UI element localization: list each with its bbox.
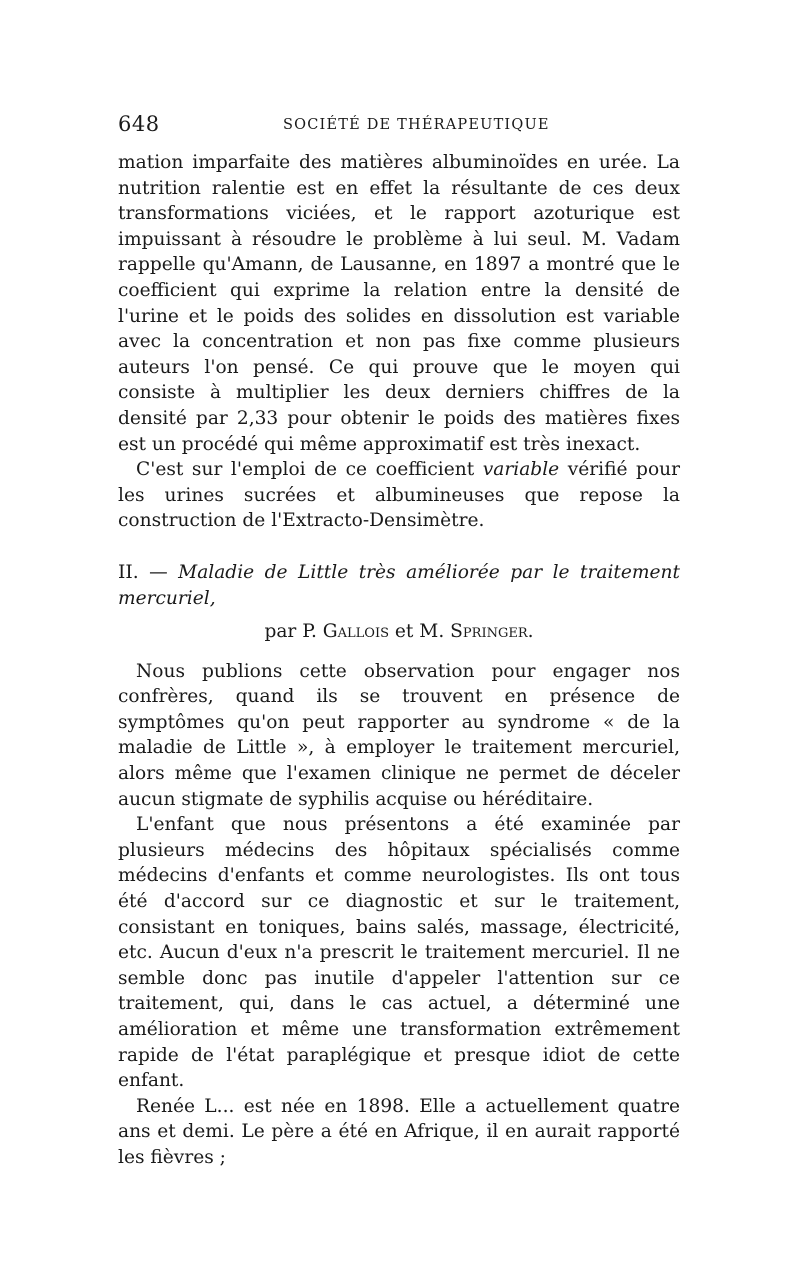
authors-suffix: . [527,621,534,643]
paragraph-enfant: L'enfant que nous présentons a été examinée par plusieurs médecins des hôpitaux spécialisés comme médecins d'enfants et comme neurologistes. Ils ont tous été d'accord sur ce diagnostic et sur le traitement, consistant en toniques, bains salés, massage, électricité, etc. Aucun d'eux n'a prescrit le traitement mercuriel. Il ne semble donc pas inutile d'appeler l'attention sur ce traitement, qui, dans le cas actuel, a déterminé une amélioration et même une transformation extrêmement rapide de l'état paraplégique et presque idiot de cette enfant. [118,814,680,1092]
book-page [118,112,680,1171]
section-number: II. — [118,561,179,583]
running-head [118,112,680,140]
section-title: Maladie de Little très améliorée par le traitement mercuriel, [118,561,680,609]
paragraph-renee: Renée L... est née en 1898. Elle a actuellement quatre ans et demi. Le père a été en Afrique, il en aurait rapporté les fièvres ; [118,1095,680,1168]
paragraph-text-end: vérifié pour les urines sucrées et albumineuses que repose la construction de l'Extracto-Densimètre. [118,459,681,532]
page-number: 648 [118,112,160,136]
section-heading [118,560,680,611]
section-authors [118,619,680,645]
paragraph-text-start: C'est sur l'emploi de ce coefficient [136,459,483,481]
author-springer: Springer [450,621,528,643]
emphasis-variable: variable [482,459,560,481]
running-title: SOCIÉTÉ DE THÉRAPEUTIQUE [283,117,550,133]
authors-prefix: par P. [264,621,323,643]
body-text [118,150,680,1171]
author-gallois: Gallois [322,621,390,643]
paragraph-continuation: mation imparfaite des matières albuminoïdes en urée. La nutrition ralentie est en effet la résultante de ces deux transformations viciées, et le rapport azoturique est impuissant à résoudre le problème à lui seul. M. Vadam rappelle qu'Amann, de Lausanne, en 1897 a montré que le coefficient qui exprime la relation entre la densité de l'urine et le poids des solides en dissolution est variable avec la concentration et non pas fixe comme plusieurs auteurs l'on pensé. Ce qui prouve que le moyen qui consiste à multiplier les deux derniers chiffres de la densité par 2,33 pour obtenir le poids des matières fixes est un procédé qui même approximatif est très inexact. [118,152,680,455]
authors-middle: et M. [389,621,451,643]
paragraph-extracto-densimetre [118,457,680,534]
paragraph-observation: Nous publions cette observation pour engager nos confrères, quand ils se trouvent en présence de symptômes qu'on peut rapporter au syndrome « de la maladie de Little », à employer le traitement mercuriel, alors même que l'examen clinique ne permet de déceler aucun stigmate de syphilis acquise ou héréditaire. [118,660,680,810]
